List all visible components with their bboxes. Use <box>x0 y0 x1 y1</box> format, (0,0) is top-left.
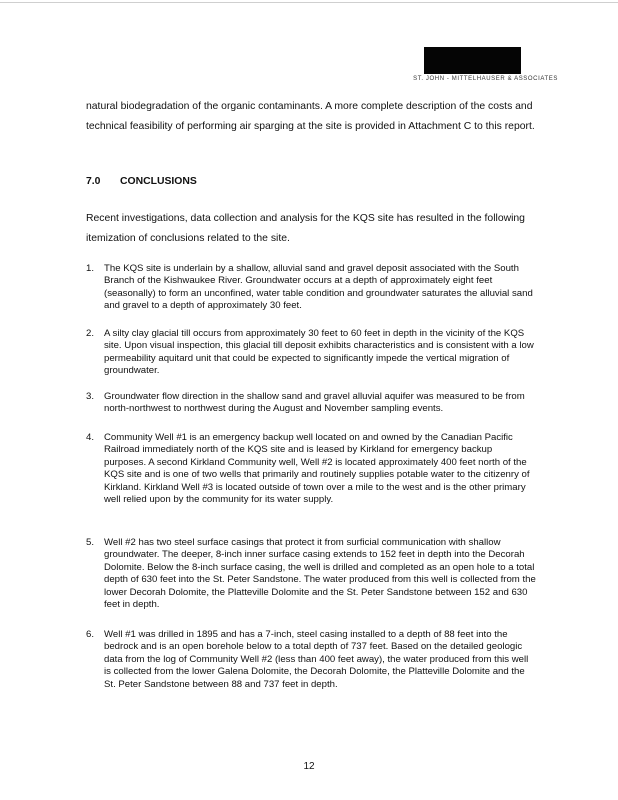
firm-header: ST. JOHN - MITTELHAUSER & ASSOCIATES <box>413 76 558 82</box>
scan-edge-line <box>0 2 618 3</box>
item-number: 5. <box>86 537 95 548</box>
conclusion-item <box>86 537 536 611</box>
section-title: CONCLUSIONS <box>120 176 197 187</box>
conclusion-item <box>86 629 536 691</box>
section-intro: Recent investigations, data collection and analysis for the KQS site has resulted in the following itemization of conclusions related to the site. <box>86 213 525 244</box>
item-text: Community Well #1 is an emergency backup well located on and owned by the Canadian Pacific Railroad immediately north of the KQS site and is leased by Kirkland for emergency backup purposes. A second Kirkland Community well, Well #2 is located approximately 400 feet north of the KQS site and is one of two wells that primarily and routinely supplies potable water to the citizenry of Kirkland. Kirkland Well #3 is located outside of town over a mile to the west and is the other primary well relied upon by the community for its water supply. <box>104 432 530 506</box>
item-number: 4. <box>86 432 95 443</box>
conclusion-item <box>86 432 536 506</box>
item-text: Well #2 has two steel surface casings that protect it from surficial communication with shallow groundwater. The deeper, 8-inch inner surface casing extends to 152 feet in depth into the Decorah Dolomite. Below the 8-inch surface casing, the well is drilled and completed as an open hole to a total depth of 630 feet into the St. Peter Sandstone. The water produced from this well is collected from the lower Decorah Dolomite, the Platteville Dolomite and the St. Peter Sandstone between 152 and 630 feet in depth. <box>104 537 536 611</box>
item-text: Well #1 was drilled in 1895 and has a 7-inch, steel casing installed to a depth of 88 feet into the bedrock and is an open borehole below to a total depth of 737 feet. Based on the detailed geologic data from the log of Community Well #2 (less than 400 feet away), the water produced from this well is collected from the lower Galena Dolomite, the Decorah Dolomite, the Platteville Dolomite and the St. Peter Sandstone between 88 and 737 feet in depth. <box>104 629 529 690</box>
conclusion-item <box>86 328 536 378</box>
item-text: The KQS site is underlain by a shallow, alluvial sand and gravel deposit associated with the South Branch of the Kishwaukee River. Groundwater occurs at a depth of approximately eight feet (seasonally) to form an unconfined, water table condition and groundwater saturates the alluvial sand and gravel to a depth of approximately 30 feet. <box>104 263 533 312</box>
item-number: 6. <box>86 629 95 640</box>
conclusion-item <box>86 263 536 313</box>
item-text: A silty clay glacial till occurs from approximately 30 feet to 60 feet in depth in the vicinity of the KQS site. Upon visual inspection, this glacial till deposit exhibits characteristics and is consistent with a low permeability aquitard unit that could be expected to significantly impede the vertical migration of groundwater. <box>104 328 534 377</box>
item-number: 3. <box>86 391 95 402</box>
section-heading <box>86 176 197 187</box>
intro-paragraph: natural biodegradation of the organic contaminants. A more complete description of the costs and technical feasibility of performing air sparging at the site is provided in Attachment C to this report. <box>86 101 535 132</box>
page-number: 12 <box>303 761 315 772</box>
redaction-block <box>424 47 521 74</box>
item-number: 1. <box>86 263 95 274</box>
conclusion-item <box>86 391 536 416</box>
section-number: 7.0 <box>86 176 101 187</box>
item-number: 2. <box>86 328 95 339</box>
item-text: Groundwater flow direction in the shallow sand and gravel alluvial aquifer was measured to be from north-northwest to northwest during the August and November sampling events. <box>104 391 525 415</box>
